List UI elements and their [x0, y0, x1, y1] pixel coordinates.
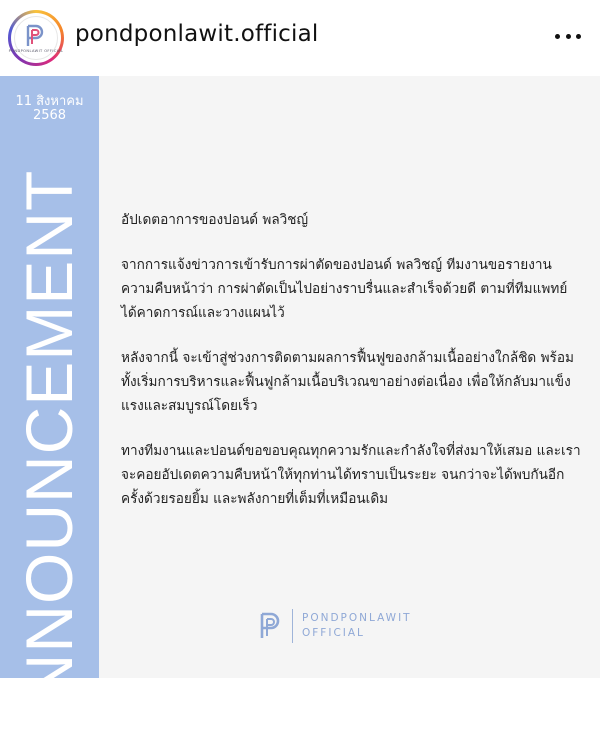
- dot: [555, 34, 560, 39]
- avatar[interactable]: [8, 10, 64, 66]
- post-image: [0, 76, 600, 746]
- post-header: [0, 0, 600, 76]
- avatar-caption: PONDPONLAWIT OFFICIAL: [8, 48, 64, 53]
- announcement-body: [121, 208, 581, 532]
- footer-brand: [258, 606, 412, 646]
- more-options-icon[interactable]: [555, 26, 581, 46]
- dot: [566, 34, 571, 39]
- username-link[interactable]: pondponlawit.official: [75, 21, 319, 47]
- profile-logo-icon: [8, 16, 64, 60]
- paragraph: ทางทีมงานและปอนด์ขอขอบคุณทุกความรักและกำลังใจที่ส่งมาให้เสมอ และเราจะคอยอัปเดตความคืบหน้าให้ทุกท่านได้ทราบเป็นระยะ จนกว่าจะได้พบกันอีกครั้งด้วยรอยยิ้ม และพลังกายที่เต็มที่เหมือนเดิม: [121, 443, 581, 507]
- paragraph-heading: อัปเดตอาการของปอนด์ พลวิชญ์: [121, 212, 309, 228]
- footer-brand-text: [302, 611, 412, 641]
- footer-line2: OFFICIAL: [302, 627, 365, 639]
- avatar-border: [8, 13, 64, 63]
- date-year: 2568: [32, 108, 67, 123]
- date-day-month: 11 สิงหาคม: [15, 94, 84, 109]
- announcement-sidebar: [0, 76, 99, 746]
- divider: [292, 609, 293, 643]
- dot: [576, 34, 581, 39]
- paragraph: จากการแจ้งข่าวการเข้ารับการผ่าตัดของปอนด์ พลวิชญ์ ทีมงานขอรายงานความคืบหน้าว่า การผ่าตัดเป็นไปอย่างราบรื่นและสำเร็จด้วยดี ตามที่ทีมแพทย์ได้คาดการณ์และวางแผนไว้: [121, 257, 568, 321]
- announcement-title: ANNOUNCEMENT: [12, 169, 86, 746]
- pp-logo-icon: [258, 611, 284, 641]
- pp-logo-icon: [25, 24, 47, 48]
- footer-line1: PONDPONLAWIT: [302, 612, 412, 624]
- paragraph: หลังจากนี้ จะเข้าสู่ช่วงการติดตามผลการฟื้นฟูของกล้ามเนื้ออย่างใกล้ชิด พร้อมทั้งเริ่มการบริหารและฟื้นฟูกล้ามเนื้อบริเวณขาอย่างต่อเนื่อง เพื่อให้กลับมาแข็งแรงและสมบูรณ์โดยเร็ว: [121, 350, 574, 414]
